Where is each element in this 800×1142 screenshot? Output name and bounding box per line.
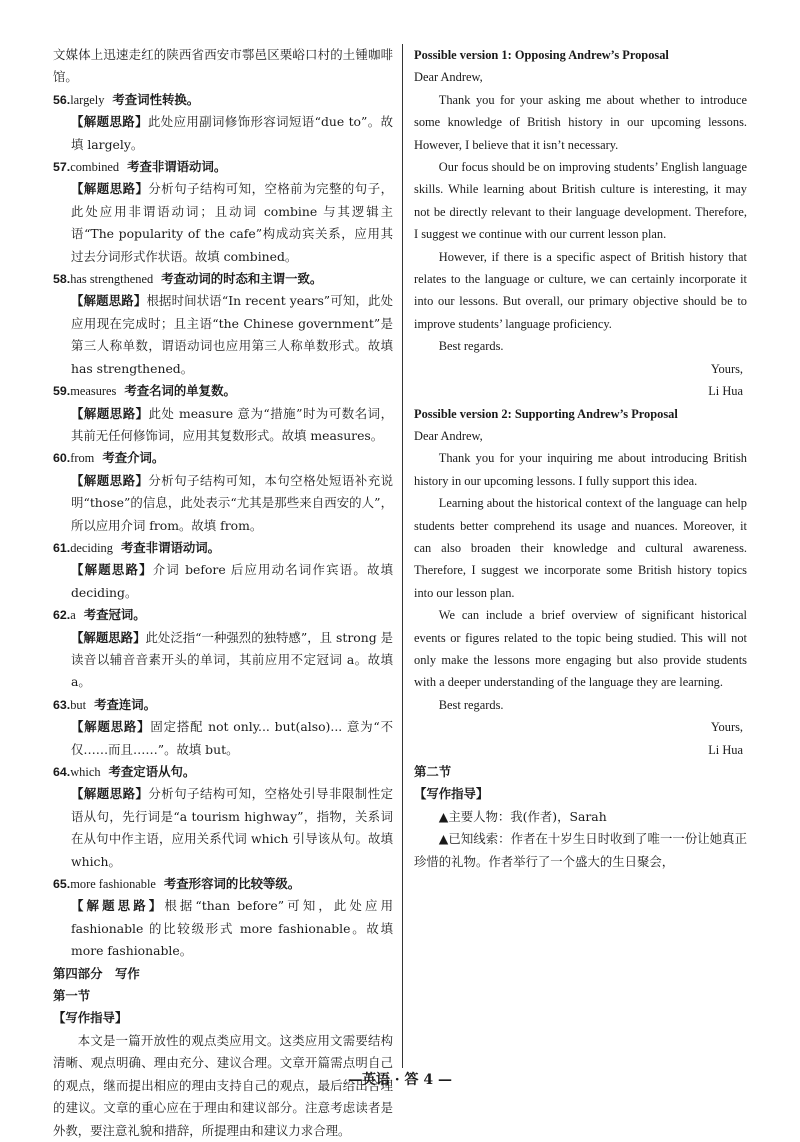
answer-topic: 考查介词。	[102, 450, 165, 466]
answer-topic: 考查定语从句。	[108, 764, 196, 779]
answer-topic: 考查非谓语动词。	[120, 539, 221, 555]
answer-60	[53, 447, 393, 537]
analysis-tag: 【解题思路】	[71, 786, 149, 802]
answer-explanation: 根据时间状语“In recent years”可知，此处应用现在完成时；且主语“the Chinese government”是第三人称单数，谓语动词也应用第三人称单数形式。故填 has strengthened。	[71, 293, 393, 376]
answer-topic: 考查名词的单复数。	[124, 383, 236, 399]
section2-clues: ▲已知线索：作者在十岁生日时收到了唯一一份让她真正珍惜的礼物。作者举行了一个盛大的生日聚会，	[414, 831, 747, 869]
letter-closing: Best regards.	[438, 697, 504, 712]
answer-61	[53, 537, 393, 604]
answer-explanation: 介词 before 后应用动名词作宾语。故填 deciding。	[71, 562, 393, 600]
answer-58	[53, 268, 393, 380]
analysis-tag: 【解题思路】	[71, 405, 149, 421]
writing-guide-text: 本文是一篇开放性的观点类应用文。这类应用文需要结构清晰、观点明确、理由充分、建议合理。文章开篇需点明自己的观点，继而提出相应的理由支持自己的观点，最后给出合理的建议。文章的重心应在于理由和建议部分。注意考虑读者是外教，要注意礼貌和措辞，所提理由和建议力求合理。	[53, 1032, 393, 1138]
section2-characters: ▲主要人物：我(作者)，Sarah	[438, 808, 607, 824]
answer-word: combined	[70, 160, 120, 175]
analysis-tag: 【解题思路】	[71, 562, 153, 578]
left-column	[53, 44, 394, 1138]
answer-57	[53, 156, 393, 268]
answer-topic: 考查冠词。	[83, 607, 146, 623]
letter-closing: Best regards.	[438, 339, 504, 354]
letter-paragraph: Thank you for your inquiring me about introducing British history in our upcoming lessons. I fully support this idea.	[414, 451, 747, 488]
part4-heading: 第四部分 写作	[53, 965, 140, 981]
answer-number: 56.	[53, 92, 71, 107]
answer-explanation: 分析句子结构可知，本句空格处短语补充说明“those”的信息，此处表示“尤其是那些来自西安的人”，所以应用介词 from。故填 from。	[71, 472, 394, 533]
analysis-tag: 【解题思路】	[71, 181, 149, 197]
version-title: Possible version 2: Supporting Andrew’s Proposal	[414, 406, 678, 421]
answer-explanation: 分析句子结构可知，空格处引导非限制性定语从句，先行词是“a tourism highway”，指物，关系词在从句中作主语，应用关系代词 which 引导该从句。故填 which。	[71, 786, 394, 869]
analysis-tag: 【解题思路】	[71, 472, 149, 488]
answer-56	[53, 89, 393, 156]
writing-guide-label: 【写作指导】	[53, 1010, 128, 1026]
answer-number: 57.	[53, 160, 71, 175]
answer-number: 59.	[53, 384, 71, 399]
answer-topic: 考查形容词的比较等级。	[163, 876, 301, 892]
letter-sign-yours: Yours,	[710, 720, 743, 735]
answer-explanation: 分析句子结构可知，空格前为完整的句子，此处应用非谓语动词；且动词 combine 与其逻辑主语“The popularity of the cafe”构成动宾关系，应用其过去分词形式作状语。故填 combined。	[71, 181, 394, 264]
answer-number: 58.	[53, 272, 71, 287]
letter-paragraph: We can include a brief overview of significant historical events or figures related to the topic being studied. This will not only make the lessons more engaging but also provide students with a deeper understanding of the language they are learning.	[414, 608, 747, 690]
section2-guide-label: 【写作指导】	[414, 786, 489, 802]
version-title: Possible version 1: Opposing Andrew’s Proposal	[414, 48, 669, 62]
answer-number: 61.	[53, 540, 71, 555]
answer-word: more fashionable	[70, 877, 156, 892]
answer-number: 64.	[53, 765, 71, 779]
answer-topic: 考查词性转换。	[112, 91, 200, 107]
letter-sign-name: Li Hua	[708, 742, 743, 757]
section2-heading: 第二节	[414, 764, 452, 779]
answer-word: has strengthened	[70, 272, 154, 287]
answer-word: a	[70, 608, 76, 623]
answer-topic: 考查非谓语动词。	[127, 159, 227, 175]
letter-sign-name: Li Hua	[708, 384, 743, 399]
answer-64	[53, 761, 393, 873]
analysis-tag: 【解题思路】	[71, 719, 151, 735]
analysis-tag: 【解题思路】	[71, 114, 148, 130]
answer-number: 65.	[53, 877, 71, 892]
answer-63	[53, 694, 393, 761]
answer-explanation: 此处应用副词修饰形容词短语“due to”。故填 largely。	[71, 114, 393, 152]
possible-version-1	[414, 44, 747, 403]
analysis-tag: 【解题思路】	[71, 629, 146, 645]
letter-greeting: Dear Andrew,	[414, 428, 483, 443]
letter-paragraph: However, if there is a specific aspect of British history that relates to the language or culture, we can certainly incorporate it into our lessons. But overall, our primary objective should be to improve students’ language proficiency.	[414, 249, 747, 331]
page-footer: —英语 · 答 4 —	[347, 1072, 453, 1088]
answer-word: deciding	[70, 540, 113, 555]
section1-heading: 第一节	[53, 988, 91, 1004]
letter-greeting: Dear Andrew,	[414, 70, 483, 85]
answer-word: from	[70, 451, 95, 466]
letter-sign-yours: Yours,	[710, 361, 743, 376]
column-divider	[402, 44, 403, 1068]
answer-explanation: 根据“than before”可知，此处应用 fashionable 的比较级形式 more fashionable。故填 more fashionable。	[71, 898, 393, 959]
answer-62	[53, 604, 393, 694]
answer-word: measures	[70, 384, 117, 399]
answer-explanation: 固定搭配 not only... but(also)... 意为“不仅……而且……”。故填 but。	[71, 719, 393, 757]
answer-number: 60.	[53, 451, 71, 466]
answer-explanation: 此处泛指“一种强烈的独特感”，且 strong 是读音以辅音音素开头的单词，其前应用不定冠词 a。故填 a。	[71, 629, 393, 690]
letter-paragraph: Our focus should be on improving students’ English language skills. While learning about British culture is interesting, it may not be directly relevant to their language development. Therefore, I suggest we continue with our current lesson plan.	[414, 160, 747, 242]
answer-word: but	[70, 697, 87, 712]
answer-topic: 考查连词。	[94, 696, 157, 712]
answer-59	[53, 380, 393, 447]
analysis-tag: 【解题思路】	[71, 293, 147, 309]
answer-word: largely	[70, 92, 105, 107]
possible-version-2	[414, 403, 747, 762]
analysis-tag: 【解题思路】	[71, 898, 165, 914]
letter-paragraph: Thank you for your asking me about whether to introduce some knowledge of British history in our upcoming lessons. However, I believe that it isn’t necessary.	[414, 92, 747, 152]
right-column	[414, 44, 747, 1044]
letter-paragraph: Learning about the historical context of the language can help students better comprehend its usage and nuances. Moreover, it can also broaden their knowledge and cultural awareness. Therefore, I suggest we incorporate some British history topics into our lesson plan.	[414, 496, 747, 600]
answer-word: which	[70, 765, 101, 779]
answer-65	[53, 873, 393, 963]
intro-line: 文媒体上迅速走红的陕西省西安市鄠邑区栗峪口村的土锺咖啡馆。	[53, 47, 393, 85]
answer-number: 62.	[53, 608, 71, 623]
answer-explanation: 此处 measure 意为“措施”时为可数名词，其前无任何修饰词，应用其复数形式。故填 measures。	[71, 405, 393, 443]
answer-topic: 考查动词的时态和主谓一致。	[161, 271, 323, 287]
answer-number: 63.	[53, 697, 71, 712]
